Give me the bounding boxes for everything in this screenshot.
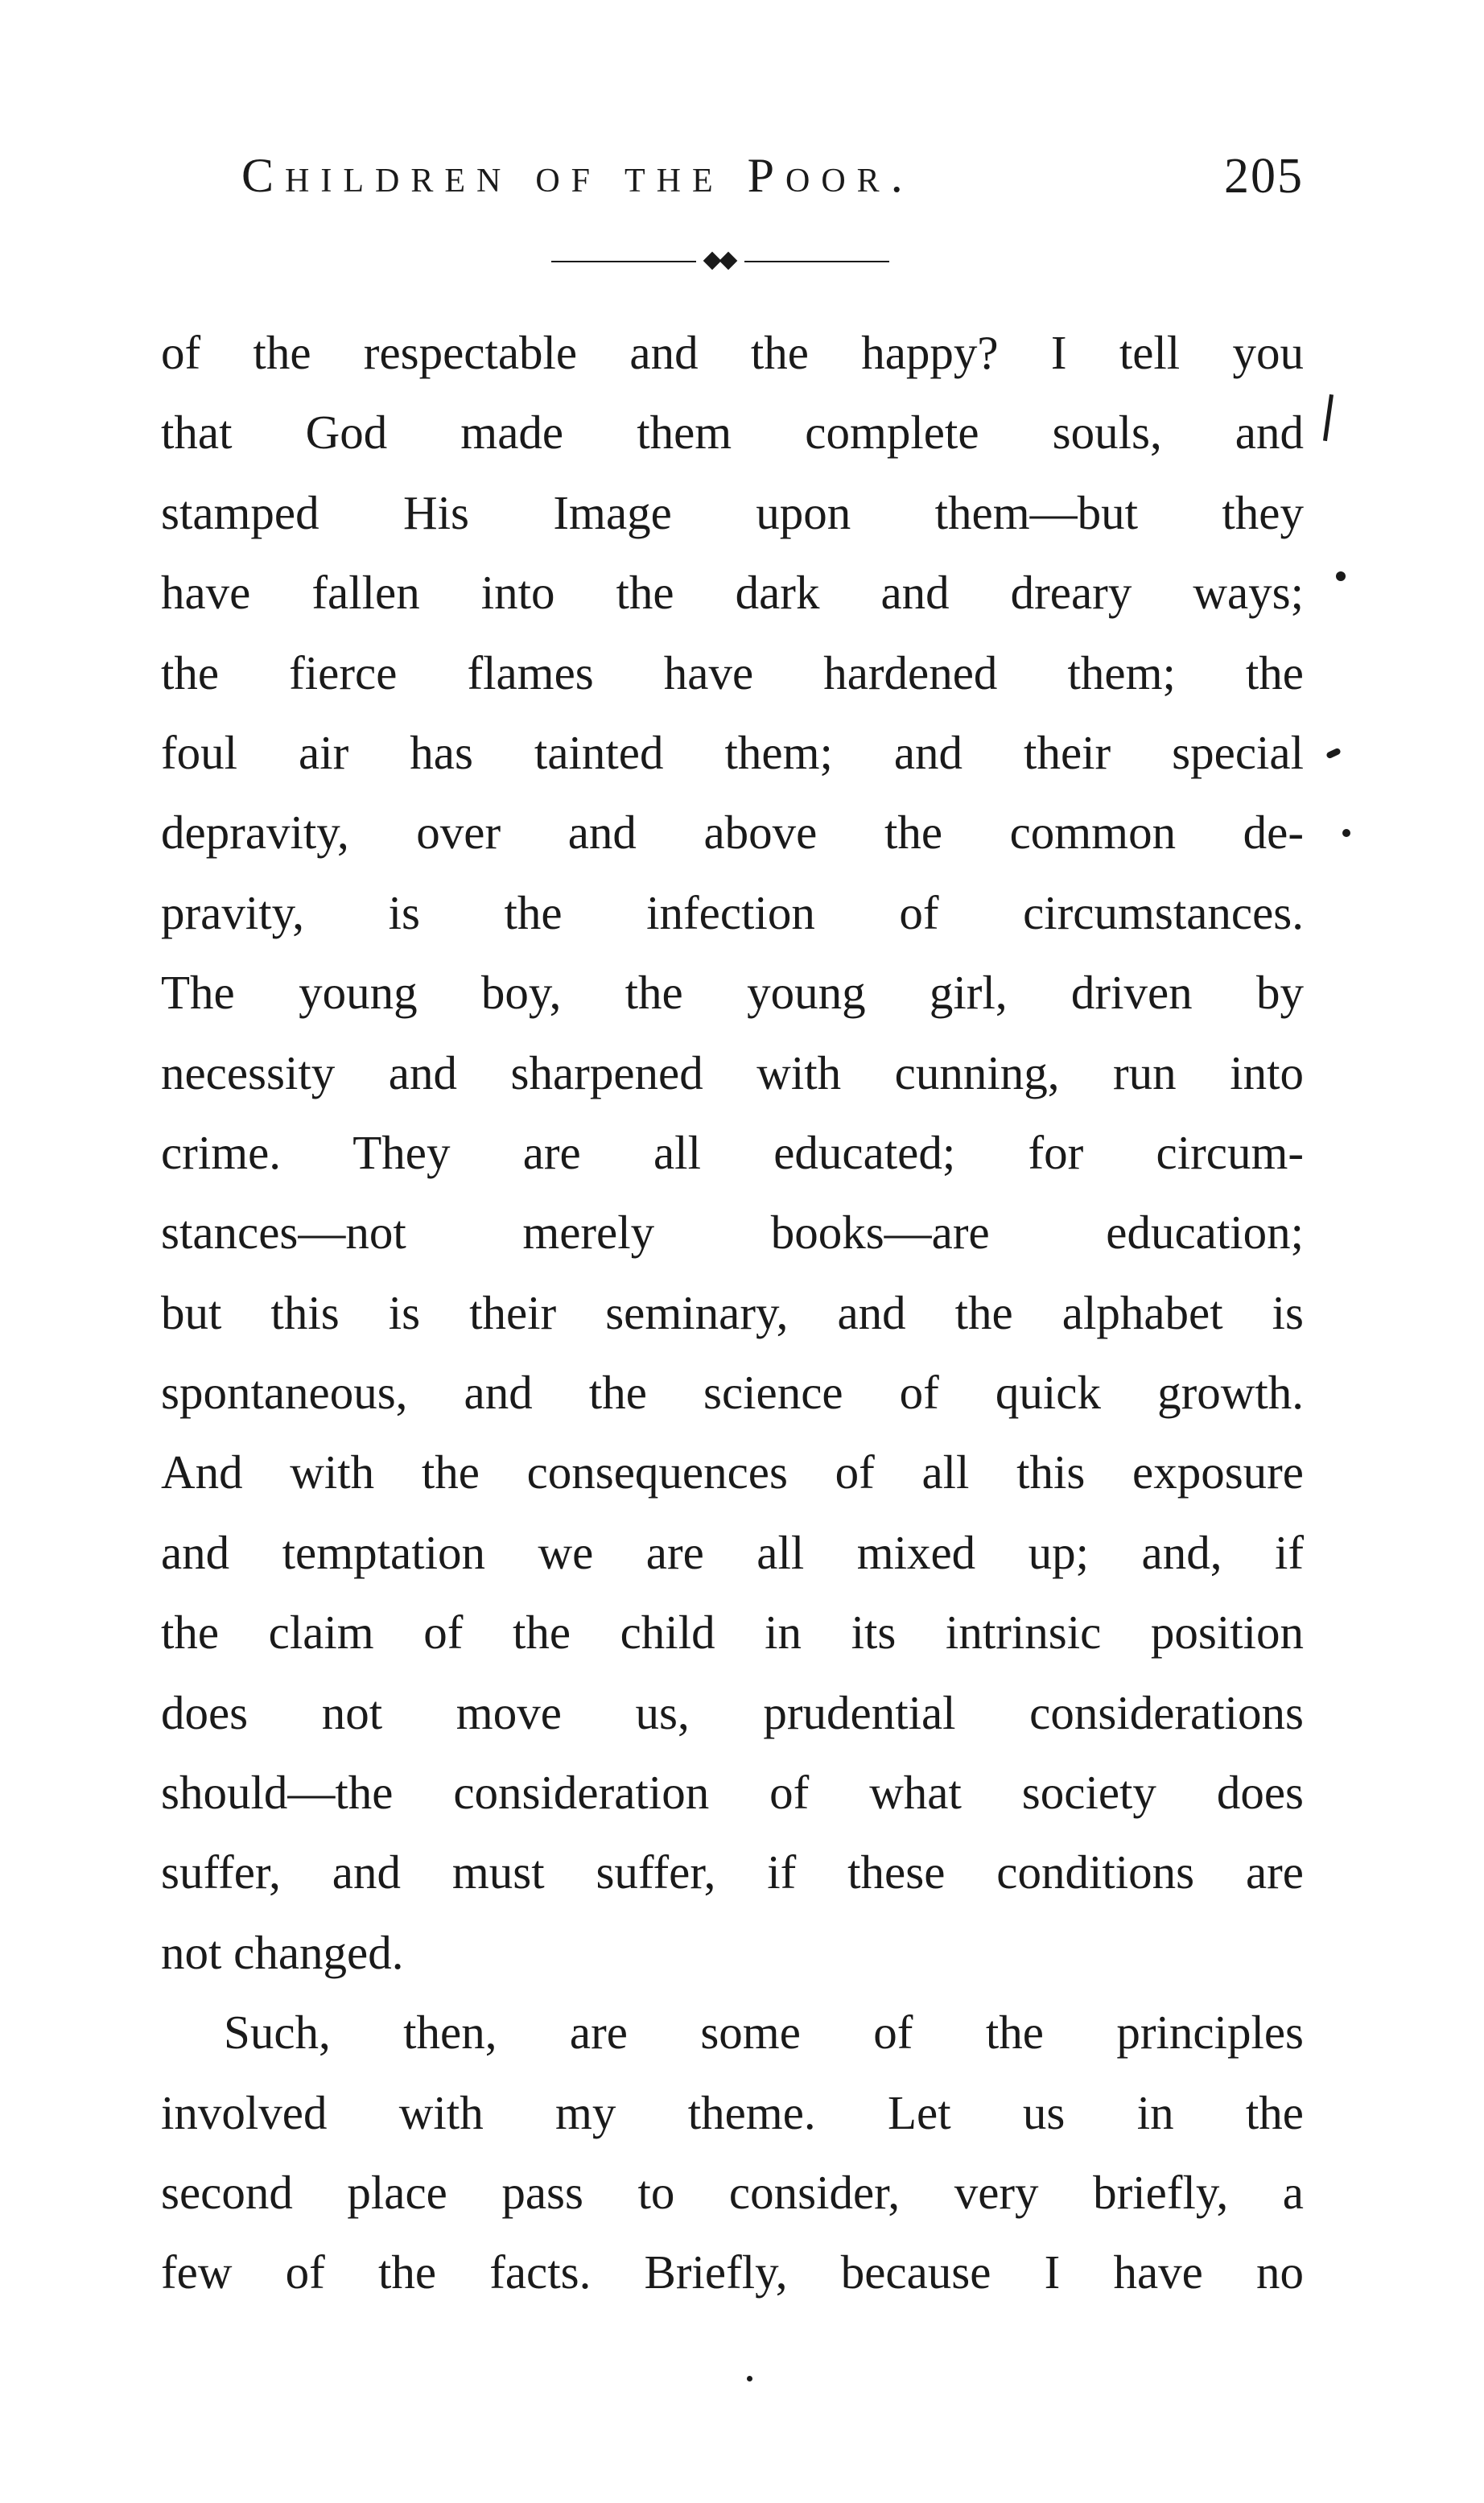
text-line: have fallen into the dark and dreary ways; (161, 566, 1304, 620)
text-line: few of the facts. Briefly, because I have no (161, 2245, 1304, 2299)
text-line: Such, then, are some of the principles (224, 2006, 1304, 2060)
text-line: not changed. (161, 1925, 404, 1979)
margin-mark-icon (1323, 394, 1334, 441)
text-line: foul air has tainted them; and their special (161, 725, 1304, 779)
margin-mark-icon (1342, 829, 1350, 837)
margin-mark-icon (1325, 748, 1342, 760)
ornament-rule-left (551, 261, 696, 262)
ornament-diamond-icon (719, 252, 738, 270)
text-line: should—the consideration of what society does (161, 1766, 1304, 1820)
text-line: the fierce flames have hardened them; the (161, 645, 1304, 699)
page-number: 205 (1224, 149, 1304, 204)
text-line: The young boy, the young girl, driven by (161, 966, 1304, 1020)
text-line: does not move us, prudential considerations (161, 1685, 1304, 1739)
text-line: spontaneous, and the science of quick growth. (161, 1366, 1304, 1420)
text-line: that God made them complete souls, and (161, 406, 1304, 460)
text-line: crime. They are all educated; for circum- (161, 1125, 1304, 1179)
header-ornament (551, 251, 889, 272)
text-line: the claim of the child in its intrinsic position (161, 1606, 1304, 1660)
text-line: but this is their seminary, and the alphabet is (161, 1285, 1304, 1339)
text-line: of the respectable and the happy? I tell you (161, 326, 1304, 379)
text-line: depravity, over and above the common de- (161, 806, 1304, 860)
ink-speck-icon (747, 2376, 752, 2381)
body-text (161, 320, 1304, 2320)
running-title: Children of the Poor. (241, 149, 914, 202)
text-line: pravity, is the infection of circumstances. (161, 885, 1304, 939)
page-header (241, 148, 1304, 221)
text-line: second place pass to consider, very briefly, a (161, 2165, 1304, 2219)
text-line: stances—not merely books—are education; (161, 1206, 1304, 1260)
text-line: And with the consequences of all this exposure (161, 1445, 1304, 1499)
text-line: stamped His Image upon them—but they (161, 485, 1304, 539)
ornament-rule-right (744, 261, 889, 262)
text-line: involved with my theme. Let us in the (161, 2085, 1304, 2139)
text-line: and temptation we are all mixed up; and, if (161, 1525, 1304, 1579)
margin-mark-icon (1336, 571, 1346, 581)
text-line: necessity and sharpened with cunning, run into (161, 1045, 1304, 1099)
text-line: suffer, and must suffer, if these conditions are (161, 1845, 1304, 1899)
